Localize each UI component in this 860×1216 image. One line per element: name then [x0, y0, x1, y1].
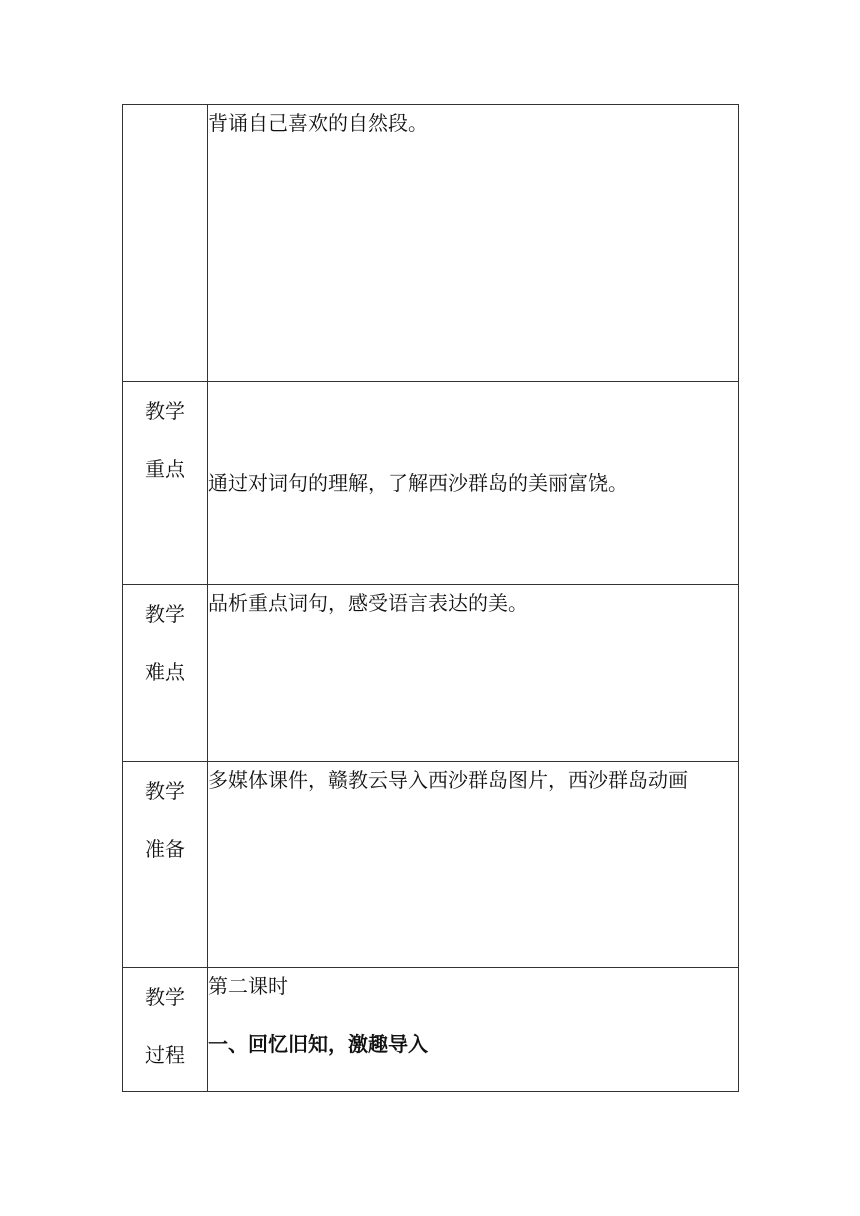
row-label-preparation [123, 762, 208, 968]
label-line-2: 重点 [145, 457, 185, 481]
recitation-text: 背诵自己喜欢的自然段。 [208, 111, 428, 135]
lesson-plan-table [122, 104, 739, 1092]
label-line-2: 难点 [145, 660, 185, 684]
label-line-1: 教学 [145, 602, 185, 626]
table-row-recitation [123, 105, 739, 382]
key-points-content [208, 382, 739, 585]
label-line-1: 教学 [145, 779, 185, 803]
difficulties-content [208, 585, 739, 762]
difficulties-text: 品析重点词句，感受语言表达的美。 [208, 591, 528, 615]
preparation-content [208, 762, 739, 968]
table-row-difficulties [123, 585, 739, 762]
row-label-difficulties [123, 585, 208, 762]
section-heading: 一、回忆旧知，激趣导入 [208, 1032, 428, 1056]
table-row-process [123, 968, 739, 1092]
process-content [208, 968, 739, 1092]
lesson-session-text: 第二课时 [208, 974, 288, 998]
label-line-1: 教学 [145, 399, 185, 423]
label-line-2: 过程 [145, 1043, 185, 1067]
recitation-content [208, 105, 739, 382]
row-label-process [123, 968, 208, 1092]
label-line-2: 准备 [145, 837, 185, 861]
row-label-empty [123, 105, 208, 382]
label-line-1: 教学 [145, 985, 185, 1009]
table-row-key-points [123, 382, 739, 585]
preparation-text: 多媒体课件，赣教云导入西沙群岛图片，西沙群岛动画 [208, 768, 688, 792]
table-row-preparation [123, 762, 739, 968]
key-points-text: 通过对词句的理解，了解西沙群岛的美丽富饶。 [208, 471, 628, 495]
row-label-key-points [123, 382, 208, 585]
